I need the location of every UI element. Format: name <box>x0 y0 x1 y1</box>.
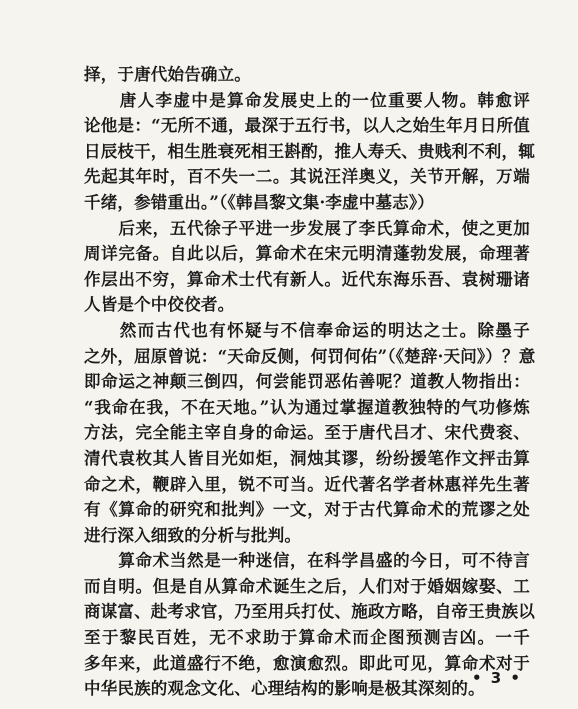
text-line: 日辰枝干，相生胜衰死相王斟酌，推人寿夭、贵贱利不利，辄 <box>84 141 535 161</box>
text-line: 命之术，鞭辟入里，锐不可当。近代著名学者林惠祥先生著 <box>84 474 530 494</box>
text-line: 即命运之神颠三倒四，何尝能罚恶佑善呢？道教人物指出： <box>84 372 530 392</box>
text-line: 作层出不穷，算命术士代有新人。近代东海乐吾、袁树珊诸 <box>84 269 530 289</box>
text-line: 人皆是个中佼佼者。 <box>84 295 235 315</box>
text-line: 多年来，此道盛行不绝，愈演愈烈。即此可见，算命术对于 <box>84 653 530 673</box>
text-line: 周详完备。自此以后，算命术在宋元明清蓬勃发展，命理著 <box>84 244 530 264</box>
text-line: “我命在我，不在天地。”认为通过掌握道教独特的气功修炼 <box>84 397 530 417</box>
text-line: 至于黎民百姓，无不求助于算命术而企图预测吉凶。一千 <box>84 628 530 648</box>
text-line: 之外，屈原曾说：“天命反侧，何罚何佑”（《楚辞·天问》）？意 <box>84 346 536 366</box>
text-line: 唐人李虚中是算命发展史上的一位重要人物。韩愈评 <box>84 90 530 110</box>
page-number: • 3 • <box>471 669 522 687</box>
text-line: 先起其年时，百不失一二。其说汪洋奥义，关节开解，万端 <box>84 167 530 187</box>
text-line: 有《算命的研究和批判》一文，对于古代算命术的荒谬之处 <box>84 500 530 520</box>
text-line: 而自明。但是自从算命术诞生之后，人们对于婚姻嫁娶、工 <box>84 576 530 596</box>
body-text <box>84 62 536 702</box>
text-line: 进行深入细致的分析与批判。 <box>84 525 302 545</box>
text-line: 择，于唐代始告确立。 <box>84 65 251 84</box>
text-line: 千绪，参错重出。”（《韩昌黎文集·李虚中墓志》） <box>84 192 435 212</box>
text-line: 方法，完全能主宰自身的命运。至于唐代吕才、宋代费衮、 <box>84 423 530 443</box>
text-line: 后来，五代徐子平进一步发展了李氏算命术，使之更加 <box>84 218 530 238</box>
text-line: 清代袁枚其人皆目光如炬，洞烛其谬，纷纷援笔作文抨击算 <box>84 448 530 468</box>
text-line: 中华民族的观念文化、心理结构的影响是极其深刻的。 <box>84 679 485 699</box>
text-line: 算命术当然是一种迷信，在科学昌盛的今日，可不待言 <box>84 551 530 571</box>
text-line: 论他是：“无所不通，最深于五行书，以人之始生年月日所值 <box>84 116 530 136</box>
text-line: 然而古代也有怀疑与不信奉命运的明达之士。除墨子 <box>84 320 530 340</box>
text-line: 商谋富、赴考求官，乃至用兵打仗、施政方略，自帝王贵族以 <box>84 602 535 622</box>
